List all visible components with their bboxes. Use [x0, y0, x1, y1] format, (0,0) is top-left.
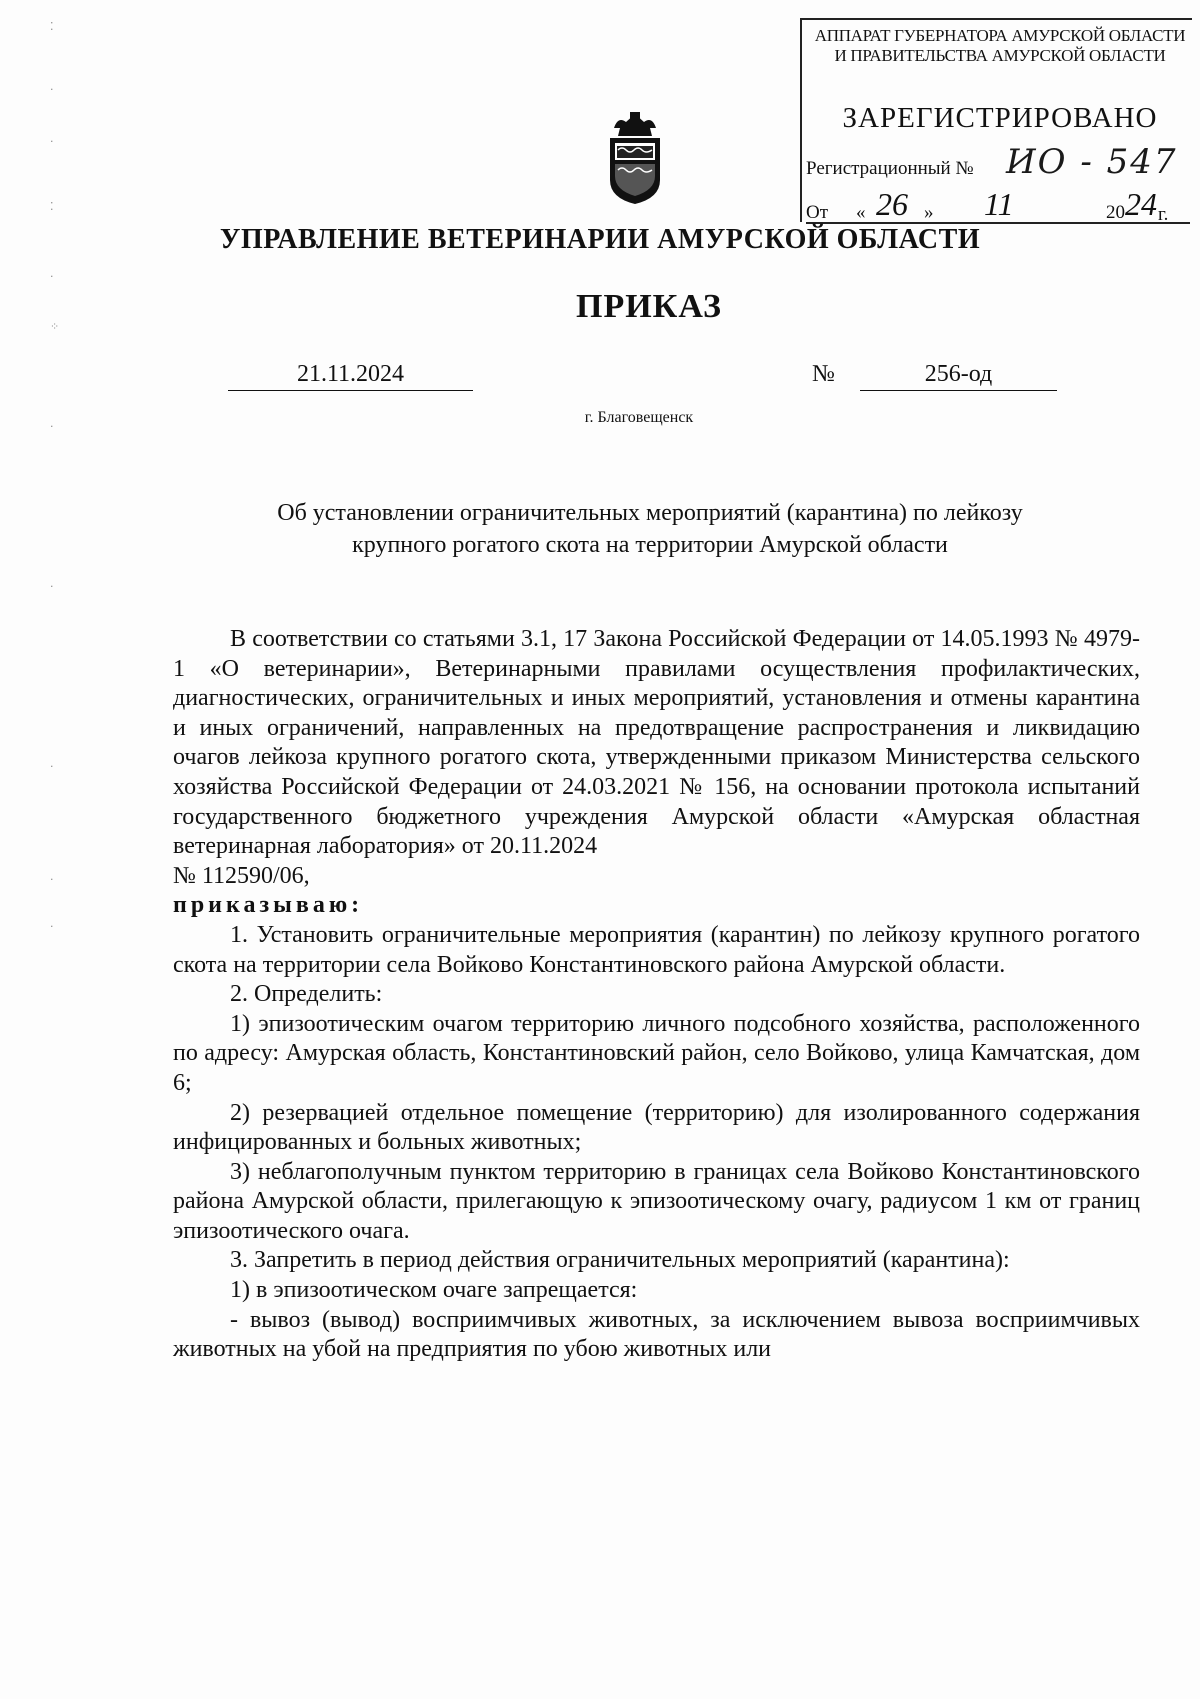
city-line: г. Благовещенск — [584, 409, 694, 426]
order-date: 21.11.2024 — [228, 358, 473, 391]
paragraph-1: 1. Установить ограничительные мероприятия (карантин) по лейкозу крупного рогатого скота на территории села Войково Константиновского района Амурской области. — [173, 921, 1140, 978]
stamp-registered-label: ЗАРЕГИСТРИРОВАНО — [842, 102, 1158, 134]
paragraph-3: 3. Запретить в период действия ограничительных мероприятий (карантина): — [230, 1247, 1010, 1274]
stamp-org-line-2: И ПРАВИТЕЛЬСТВА АМУРСКОЙ ОБЛАСТИ — [834, 46, 1166, 65]
order-number: 256-од — [860, 358, 1057, 391]
preamble-paragraph: В соответствии со статьями 3.1, 17 Закона Российской Федерации от 14.05.1993 № 4979-1 «О ветеринарии», Ветеринарными правилами осуществления профилактических, диагностических, ограничительных и иных мероприятий, установления и отмены карантина и иных ограничений, направленных на предотвращение распространения и ликвидацию очагов лейкоза крупного рогатого скота, утвержденными приказом Министерства сельского хозяйства Российской Федерации от 24.03.2021 № 156, на основании протокола испытаний государственного бюджетного учреждения Амурской области «Амурская областная ветеринарная лаборатория» от 20.11.2024 — [173, 626, 1140, 860]
stamp-org-line-1: АППАРАТ ГУБЕРНАТОРА АМУРСКОЙ ОБЛАСТИ — [814, 26, 1186, 45]
paragraph-3-1: 1) в эпизоотическом очаге запрещается: — [230, 1277, 638, 1304]
order-subject — [200, 497, 1100, 561]
paragraph-2-2: 2) резервацией отдельное помещение (территорию) для изолированного содержания инфицированных и больных животных; — [173, 1099, 1140, 1156]
stamp-reg-number-row — [806, 142, 1190, 182]
preamble-ending: № 112590/06, — [173, 862, 310, 889]
stamp-year-handwritten: 24 — [1125, 186, 1157, 222]
stamp-from-label: От — [806, 202, 829, 223]
scan-margin-artifacts: ⁚ . · ⁚ · ⁘ · · · . · — [50, 20, 60, 933]
subject-line-2: крупного рогатого скота на территории Амурской области — [352, 532, 948, 558]
order-directive-word: приказываю: — [173, 892, 364, 919]
paragraph-3-1-a: - вывоз (вывод) восприимчивых животных, за исключением вывоза восприимчивых животных на убой на предприятия по убою животных или — [173, 1306, 1140, 1363]
stamp-reg-number-label: Регистрационный № — [806, 158, 974, 179]
stamp-month-handwritten: 11 — [984, 186, 1014, 222]
stamp-quote-open: « — [856, 202, 866, 223]
paragraph-2-1: 1) эпизоотическим очагом территорию личного подсобного хозяйства, расположенного по адресу: Амурская область, Константиновский район, село Войково, улица Камчатская, дом 6; — [173, 1010, 1140, 1096]
stamp-organization — [810, 26, 1190, 66]
stamp-year-prefix: 20 — [1106, 202, 1125, 223]
stamp-quote-close: » — [924, 202, 934, 223]
agency-name: УПРАВЛЕНИЕ ВЕТЕРИНАРИИ АМУРСКОЙ ОБЛАСТИ — [219, 224, 981, 255]
paragraph-2: 2. Определить: — [230, 981, 383, 1008]
order-number-sign: № — [812, 361, 835, 387]
registration-stamp — [800, 18, 1192, 225]
stamp-day-handwritten: 26 — [876, 186, 908, 222]
document-type-title: ПРИКАЗ — [576, 288, 722, 325]
stamp-date-row — [806, 186, 1190, 225]
stamp-year-unit: г. — [1158, 204, 1169, 225]
subject-line-1: Об установлении ограничительных мероприятий (карантина) по лейкозу — [277, 500, 1023, 526]
paragraph-2-3: 3) неблагополучным пунктом территорию в границах села Войково Константиновского района Амурской области, прилегающую к эпизоотическому очагу, радиусом 1 км от границ эпизоотического очага. — [173, 1158, 1140, 1244]
stamp-reg-number-handwritten: ИО - 547 — [1006, 142, 1178, 182]
order-body — [173, 625, 1140, 1365]
coat-of-arms-icon — [606, 110, 664, 206]
